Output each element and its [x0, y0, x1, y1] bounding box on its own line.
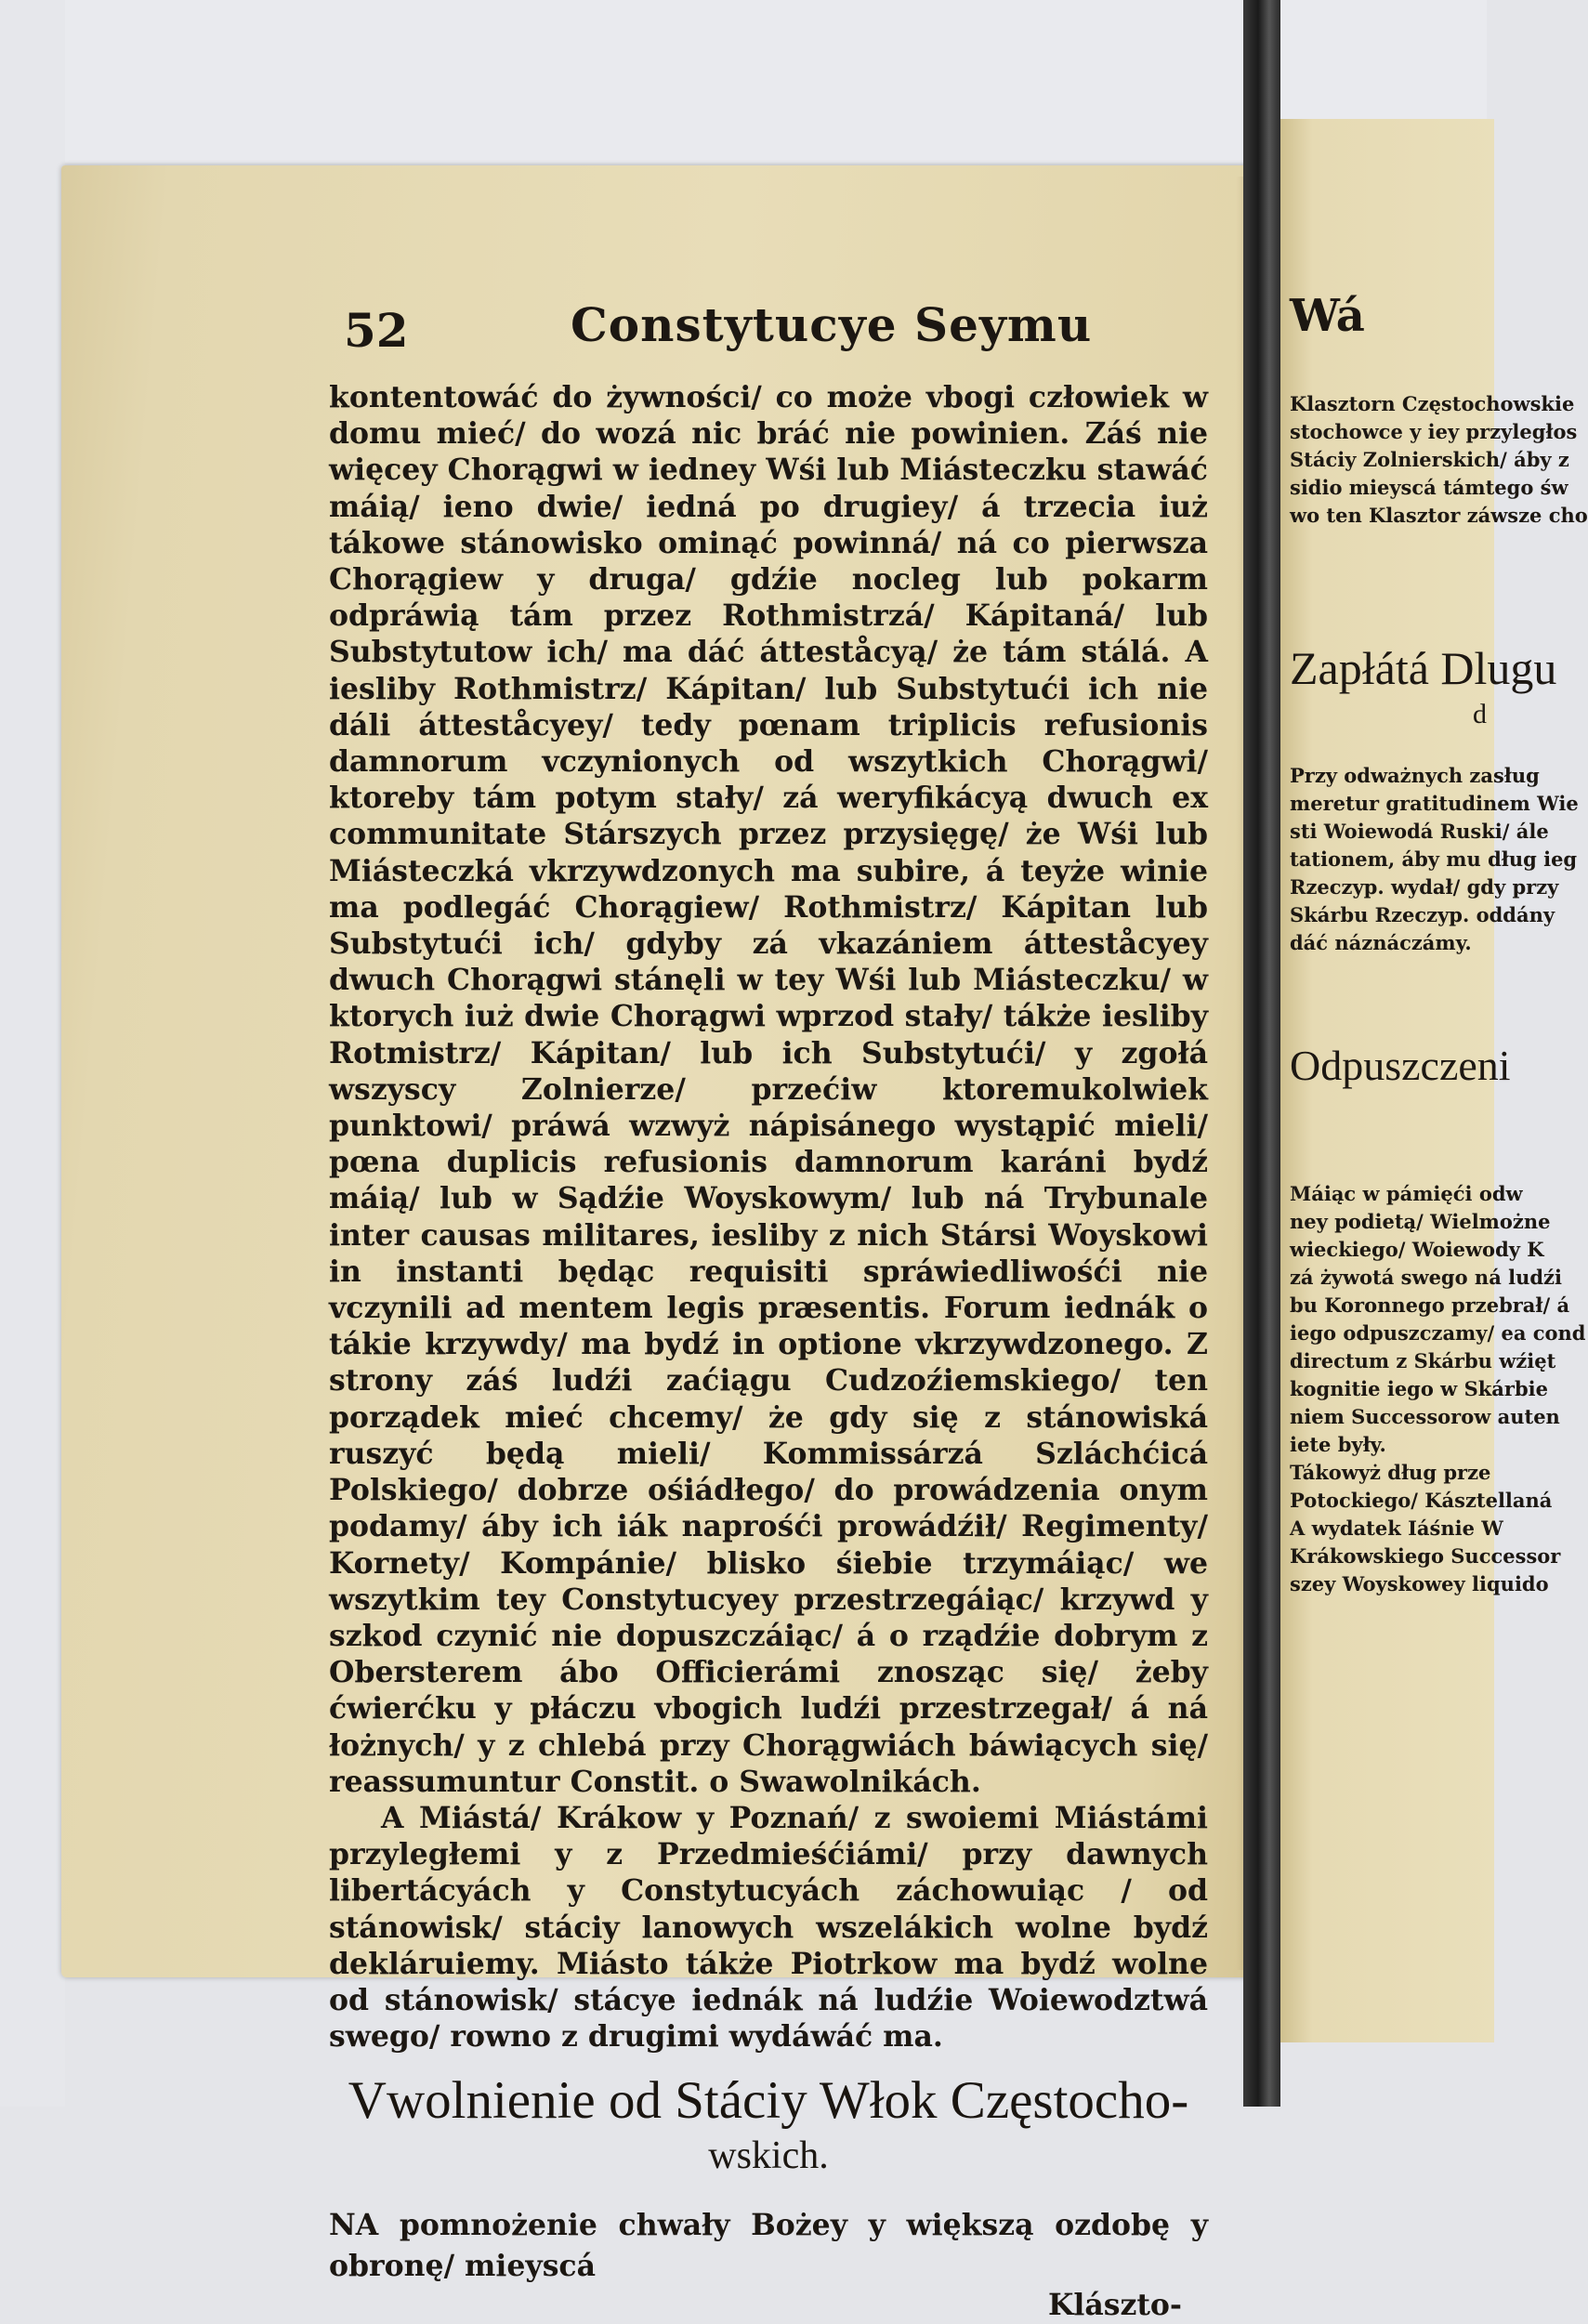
right-line: szey Woyskowey liquido	[1290, 1572, 1549, 1595]
right-lines-2	[1290, 762, 1579, 957]
right-lines-1	[1290, 390, 1588, 530]
running-title: Constytucye Seymu	[571, 297, 1093, 352]
paragraph-1: kontentowáć do żywności/ co może vbogi człowiek w domu mieć/ do wozá nic bráć nie powinien. Záś nie więcey Chorągwi w iedney Wśi lub Miásteczku stawáć máią/ ieno dwie/ iedná po drugiey/ á trzecia iuż tákowe stánowisko ominąć powinná/ ná co pierwsza Chorągiew y druga/ gdźie nocleg lub pokarm odpráwią tám przez Rothmistrzá/ Kápitaná/ lub Substytutow ich/ ma dáć átteståcyą/ że tám stálá. A iesliby Rothmistrz/ Kápitan/ lub Substytući ich nie dáli átteståcyey/ tedy pœnam triplicis refusionis damnorum vczynionych od wszytkich Chorągwi/ ktoreby tám potym stały/ zá weryfikácyą dwuch ex communitate Stárszych przez przysięgę/ że Wśi lub Miásteczká vkrzywdzonych ma subire, á teyże winie ma podlegáć Chorągiew/ Rothmistrz/ Kápitan lub Substytući ich/ gdyby zá vkazániem átteståcyey dwuch Chorągwi stánęli w tey Wśi lub Miásteczku/ w ktorych iuż dwie Chorągwi wprzod stały/ tákże iesliby Rotmistrz/ Kápitan/ lub ich Substytući/ y zgołá wszyscy Zolnierze/ przećiw ktoremukolwiek punktowi/ práwá wzwyż nápisánego wystąpić mieli/ pœna duplicis refusionis damnorum karáni bydź máią/ lub w Sądźie Woyskowym/ lub ná Trybunale inter causas militares, iesliby z nich Stársi Woyskowi in instanti będąc requisiti spráwiedliwośći nie vczynili ad mentem legis præsentis. Forum iednák o tákie krzywdy/ ma bydź in optione vkrzywdzonego. Z strony záś ludźi zaćiągu Cudzoźiemskiego/ ten porządek mieć chcemy/ że gdy się z stánowiská ruszyć będą mieli/ Kommissárzá Szláchćicá Polskiego/ dobrze ośiádłego/ do prowádzenia onym podamy/ áby ich iák naprośći prowádźił/ Regimenty/ Kornety/ Kompánie/ blisko śiebie trzymáiąc/ we wszytkim tey Constytucyey przestrzegáiąc/ krzywd y szkod czynić nie dopuszczáiąc/ á o rządźie dobrym z Obersterem ábo Officierámi znosząc się/ żeby ćwierćku y płáczu vbogich ludźi przestrzegał/ á ná łożnych/ y z chlebá przy Chorągwiách báwiących się/ reassumuntur Constit. o Swawolnikách.	[329, 380, 1208, 1799]
right-line: kognitie iego w Skárbie	[1290, 1377, 1548, 1400]
paragraph-3: NA pomnożenie chwały Bożey y większą ozdobę y obronę/ mieyscá	[329, 2208, 1208, 2284]
right-line: Krákowskiego Successor	[1290, 1544, 1561, 1568]
section-heading: Vwolnienie od Stáciy Włok Częstocho-	[348, 2071, 1189, 2131]
paragraph-2: A Miástá/ Krákow y Poznań/ z swoiemi Miástámi przyległemi y z Przedmieśćiámi/ przy dawnych libertácyách y Constytucyách záchowuiąc / od stánowisk/ stáciy lanowych wszelákich wolne bydź dekláruiemy. Miásto tákże Piotrkow ma bydź wolne od stánowisk/ stácye iednák ná ludźie Woiewodztwá swego/ rowno z drugimi wydáwáć ma.	[329, 1800, 1208, 2055]
right-line: Klasztorn Częstochowskie	[1290, 392, 1575, 415]
right-line: meretur gratitudinem Wie	[1290, 792, 1579, 815]
right-line: wieckiego/ Woiewody K	[1290, 1238, 1544, 1261]
right-line: niem Successorow auten	[1290, 1405, 1560, 1428]
right-line: sidio mieyscá támtego św	[1290, 476, 1568, 499]
book-spine	[1243, 0, 1280, 2107]
right-line: Tákowyż dług prze	[1290, 1461, 1491, 1484]
right-line: ney podietą/ Wielmożne	[1290, 1210, 1551, 1233]
right-line: A wydatek Iáśnie W	[1290, 1517, 1503, 1540]
left-page-content	[329, 290, 1208, 2324]
right-line: Máiąc w pámięći odw	[1290, 1182, 1523, 1205]
right-line: stochowce y iey przyległos	[1290, 420, 1578, 443]
right-heading-1: Zapłátá Dlugu	[1290, 642, 1557, 694]
right-line: iete były.	[1290, 1433, 1386, 1456]
right-line: directum z Skárbu wźięt	[1290, 1349, 1556, 1372]
page-number: 52	[344, 303, 409, 358]
right-line: dáć náznáczámy.	[1290, 931, 1472, 954]
right-line: sti Woiewodá Ruski/ ále	[1290, 820, 1549, 843]
right-line: wo ten Klasztor záwsze cho	[1290, 504, 1588, 527]
scan-background-left	[0, 0, 65, 2107]
right-line: bu Koronnego przebrał/ á	[1290, 1293, 1570, 1317]
right-lines-3	[1290, 1180, 1586, 1598]
right-line: Stáciy Zolnierskich/ áby z	[1290, 448, 1569, 471]
right-line: zá żywotá swego ná ludźi	[1290, 1266, 1562, 1289]
right-line: Rzeczyp. wydał/ gdy przy	[1290, 875, 1559, 899]
section-heading-continuation: wskich.	[708, 2134, 829, 2178]
right-line: Potockiego/ Kásztellaná	[1290, 1489, 1553, 1512]
catchword: Klászto-	[1047, 2288, 1182, 2323]
right-heading-1-cont: d	[1473, 699, 1487, 729]
right-line: iego odpuszczamy/ ea cond	[1290, 1321, 1586, 1345]
right-line: tationem, áby mu dług ieg	[1290, 847, 1578, 871]
right-line: Skárbu Rzeczyp. oddány	[1290, 903, 1555, 926]
right-page-header: Wá	[1290, 290, 1365, 342]
right-heading-2: Odpuszczeni	[1290, 1042, 1511, 1089]
right-line: Przy odważnych zasług	[1290, 764, 1540, 787]
page-header	[329, 290, 1208, 379]
